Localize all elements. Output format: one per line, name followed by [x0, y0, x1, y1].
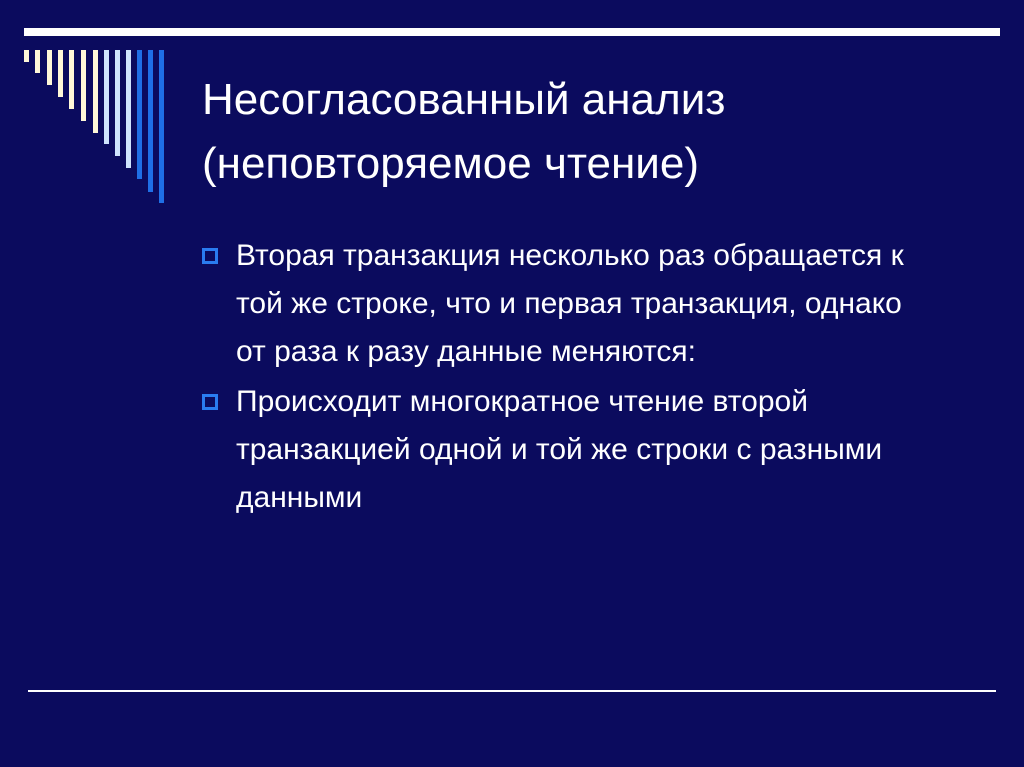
decorative-bar — [148, 50, 153, 192]
decorative-bar — [69, 50, 74, 109]
bullet-text: Вторая транзакция несколько раз обращается к той же строке, что и первая транзакция, однако от раза к разу данные меняются: — [236, 239, 904, 368]
title-line-1: Несогласованный анализ — [202, 75, 726, 124]
decorative-bar — [35, 50, 40, 73]
title-line-2: (неповторяемое чтение) — [202, 139, 699, 188]
decorative-bar — [115, 50, 120, 156]
square-bullet-icon — [202, 248, 218, 264]
decorative-bar — [104, 50, 109, 144]
decorative-bar — [58, 50, 63, 97]
bullet-list — [202, 232, 922, 524]
slide-title — [202, 68, 725, 196]
bullet-text: Происходит многократное чтение второй транзакцией одной и той же строки с разными данными — [236, 385, 883, 514]
square-bullet-icon — [202, 394, 218, 410]
decorative-bar — [24, 50, 29, 62]
decorative-bar — [126, 50, 131, 168]
decorative-bar — [159, 50, 164, 203]
decorative-bar — [47, 50, 52, 85]
decorative-bar — [93, 50, 98, 133]
top-rule — [24, 28, 1000, 36]
decorative-bar — [137, 50, 142, 179]
bottom-rule — [28, 690, 996, 692]
bullet-item — [202, 232, 922, 376]
bullet-item — [202, 378, 922, 522]
decorative-bar — [81, 50, 86, 121]
